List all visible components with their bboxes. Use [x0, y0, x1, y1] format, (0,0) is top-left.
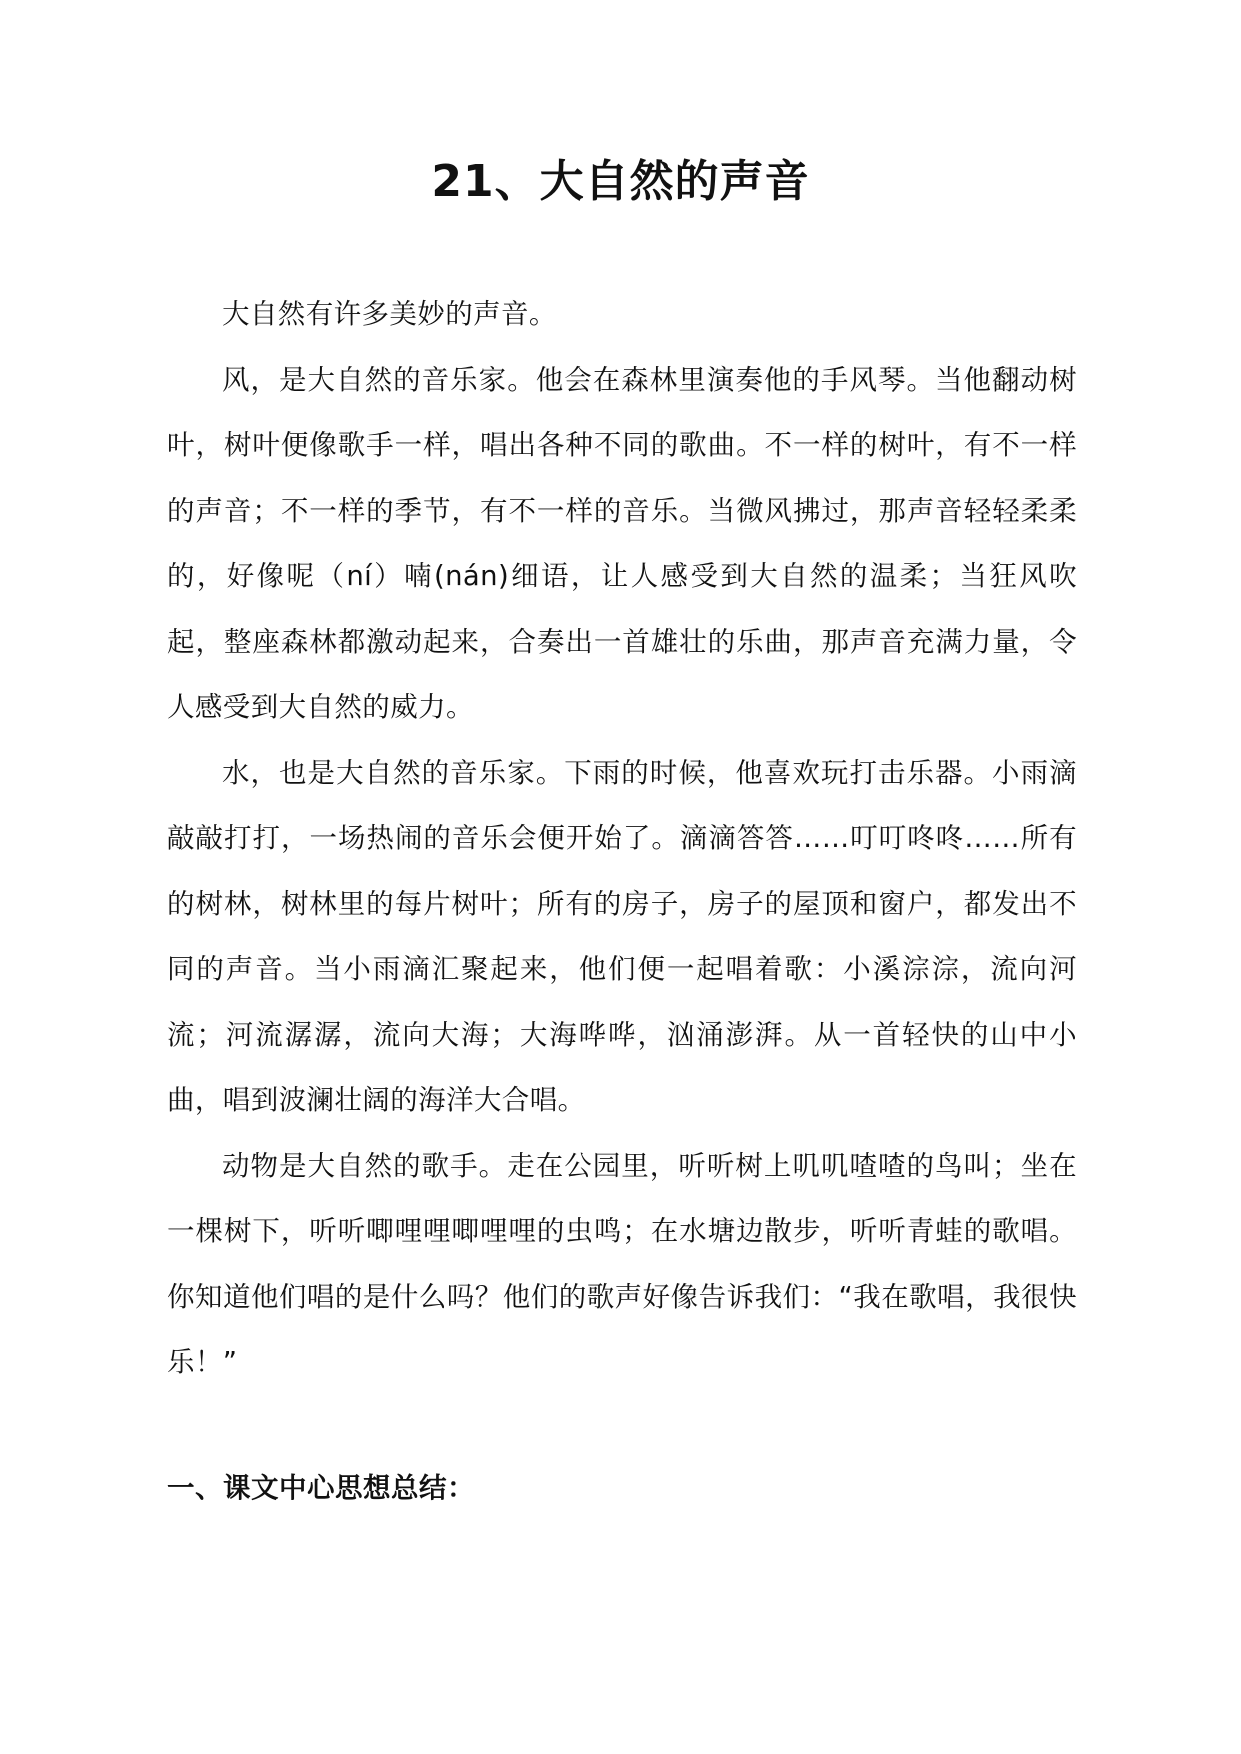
paragraph-animals: 动物是大自然的歌手。走在公园里，听听树上叽叽喳喳的鸟叫；坐在一棵树下，听听唧哩哩唧哩哩的虫鸣；在水塘边散步，听听青蛙的歌唱。你知道他们唱的是什么吗？他们的歌声好像告诉我们：“我在歌唱，我很快乐！” — [167, 1149, 1077, 1378]
paragraph-water: 水，也是大自然的音乐家。下雨的时候，他喜欢玩打击乐器。小雨滴敲敲打打，一场热闹的音乐会便开始了。滴滴答答……叮叮咚咚……所有的树林，树林里的每片树叶；所有的房子，房子的屋顶和窗户，都发出不同的声音。当小雨滴汇聚起来，他们便一起唱着歌：小溪淙淙，流向河流；河流潺潺，流向大海；大海哗哗，汹涌澎湃。从一首轻快的山中小曲，唱到波澜壮阔的海洋大合唱。 — [167, 756, 1077, 1116]
article-body — [167, 282, 1077, 1396]
paragraph-intro: 大自然有许多美妙的声音。 — [222, 298, 557, 330]
section-heading-summary: 一、课文中心思想总结： — [167, 1472, 475, 1504]
paragraph-wind: 风，是大自然的音乐家。他会在森林里演奏他的手风琴。当他翻动树叶，树叶便像歌手一样，唱出各种不同的歌曲。不一样的树叶，有不一样的声音；不一样的季节，有不一样的音乐。当微风拂过，那声音轻轻柔柔的，好像呢（ní）喃(nán)细语，让人感受到大自然的温柔；当狂风吹起，整座森林都激动起来，合奏出一首雄壮的乐曲，那声音充满力量，令人感受到大自然的威力。 — [167, 363, 1077, 723]
page-title: 21、大自然的声音 — [431, 156, 810, 207]
